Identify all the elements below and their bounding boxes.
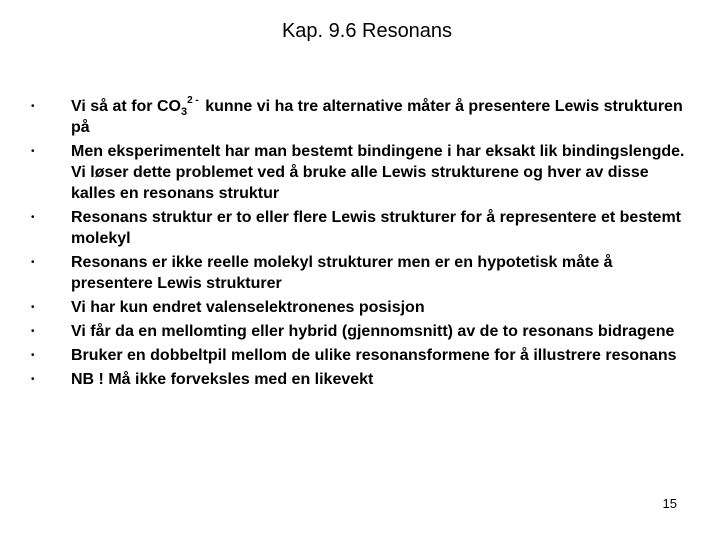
- charge-superscript: 2 -: [187, 95, 199, 106]
- bullet-item: [0, 141, 720, 204]
- bullet-text-prefix: Vi så at for CO: [71, 98, 181, 115]
- bullet-marker-icon: •: [31, 350, 35, 361]
- bullet-text: NB ! Må ikke forveksles med en likevekt: [71, 371, 374, 388]
- bullet-text: Resonans struktur er to eller flere Lewis strukturer for å representere et bestemt molekyl: [71, 209, 681, 247]
- bullet-text: Men eksperimentelt har man bestemt bindingene i har eksakt lik bindingslengde. Vi løser dette problemet ved å bruke alle Lewis strukturene og hver av disse kalles en resonans struktur: [71, 143, 685, 202]
- bullet-text: Vi har kun endret valenselektronenes posisjon: [71, 299, 425, 316]
- bullet-marker-icon: •: [31, 326, 35, 337]
- bullet-item: [0, 345, 720, 366]
- bullet-marker-icon: •: [31, 302, 35, 313]
- bullet-text-suffix: kunne vi ha tre alternative måter å presentere Lewis strukturen på: [71, 98, 683, 136]
- bullet-marker-icon: •: [31, 146, 35, 157]
- bullet-text: Bruker en dobbeltpil mellom de ulike resonansformene for å illustrere resonans: [71, 347, 677, 364]
- bullet-item: [0, 96, 720, 138]
- bullet-text: Vi får da en mellomting eller hybrid (gjennomsnitt) av de to resonans bidragene: [71, 323, 675, 340]
- page-number: 15: [662, 496, 677, 511]
- bullet-item: [0, 321, 720, 342]
- bullet-item: [0, 207, 720, 249]
- slide-title: Kap. 9.6 Resonans: [281, 20, 453, 42]
- bullet-item: [0, 369, 720, 390]
- bullet-item: [0, 297, 720, 318]
- bullet-marker-icon: •: [31, 374, 35, 385]
- bullet-text: Resonans er ikke reelle molekyl strukturer men er en hypotetisk måte å presentere Lewis strukturer: [71, 254, 613, 292]
- bullet-marker-icon: •: [31, 101, 35, 112]
- bullet-marker-icon: •: [31, 257, 35, 268]
- bullet-marker-icon: •: [31, 212, 35, 223]
- bullet-item: [0, 252, 720, 294]
- chemical-subscript: 3: [180, 106, 188, 118]
- bullet-list: [0, 96, 720, 393]
